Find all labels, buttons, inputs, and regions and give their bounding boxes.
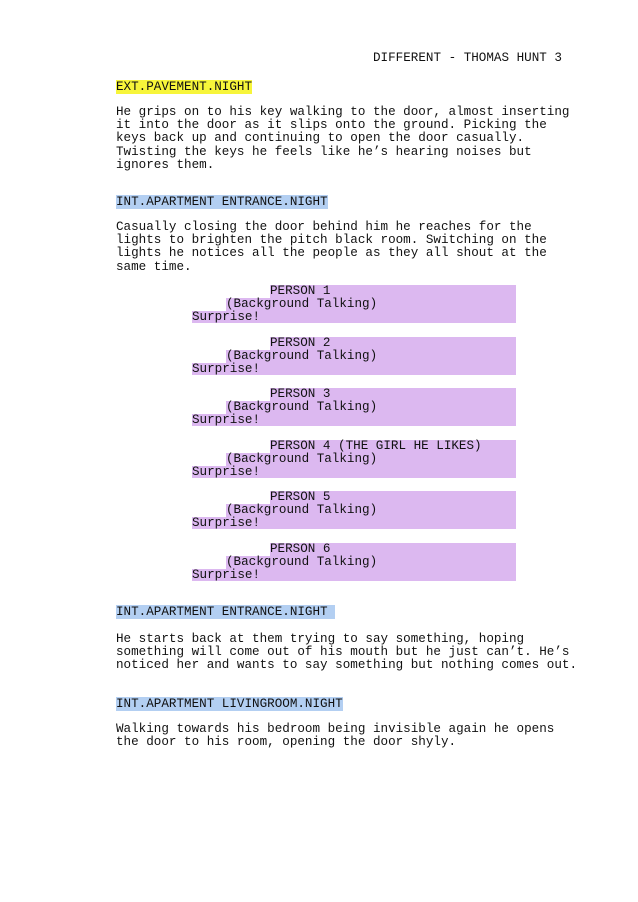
slugline: EXT.PAVEMENT.NIGHT <box>116 80 253 94</box>
action-line: keys back up and continuing to open the door casually. <box>116 131 525 146</box>
parenthetical: (Background Talking) <box>226 401 516 414</box>
character-name: PERSON 4 (THE GIRL HE LIKES) <box>270 440 516 453</box>
dialogue-block <box>116 440 516 478</box>
character-name: PERSON 5 <box>270 491 516 504</box>
parenthetical: (Background Talking) <box>226 504 516 517</box>
dialogue-block <box>116 337 516 375</box>
action-line: lights to brighten the pitch black room. Switching on the <box>116 233 547 248</box>
action-3 <box>116 633 596 673</box>
action-line: Twisting the keys he feels like he’s hearing noises but <box>116 144 532 159</box>
parenthetical: (Background Talking) <box>226 556 516 569</box>
action-line: noticed her and wants to say something but nothing comes out. <box>116 658 578 673</box>
page-header: DIFFERENT - THOMAS HUNT 3 <box>373 51 562 65</box>
action-line: lights he notices all the people as they all shout at the <box>116 246 547 261</box>
dialogue-block <box>116 285 516 323</box>
action-line: same time. <box>116 259 192 274</box>
dialogue-line: Surprise! <box>192 569 516 582</box>
slugline: INT.APARTMENT ENTRANCE.NIGHT <box>116 195 328 209</box>
slugline: INT.APARTMENT ENTRANCE.NIGHT <box>116 605 336 619</box>
action-line: Walking towards his bedroom being invisible again he opens <box>116 722 555 736</box>
action-line: ignores them. <box>116 157 215 172</box>
action-1 <box>116 106 586 172</box>
dialogue-line: Surprise! <box>192 311 516 324</box>
action-line: He grips on to his key walking to the door, almost inserting <box>116 105 570 119</box>
scene-heading-3 <box>116 605 586 619</box>
dialogue-line: Surprise! <box>192 414 516 427</box>
dialogue-line: Surprise! <box>192 517 516 530</box>
character-name: PERSON 1 <box>270 285 516 298</box>
dialogue-block <box>116 491 516 529</box>
character-name: PERSON 3 <box>270 388 516 401</box>
scene-heading-4 <box>116 697 586 711</box>
dialogue-block <box>116 388 516 426</box>
action-line: the door to his room, opening the door shyly. <box>116 735 457 750</box>
slugline: INT.APARTMENT LIVINGROOM.NIGHT <box>116 697 343 711</box>
action-line: He starts back at them trying to say something, hoping <box>116 632 525 646</box>
parenthetical: (Background Talking) <box>226 298 516 311</box>
dialogue-block <box>116 543 516 581</box>
parenthetical: (Background Talking) <box>226 350 516 363</box>
scene-heading-2 <box>116 195 586 209</box>
dialogue-line: Surprise! <box>192 363 516 376</box>
dialogue-line: Surprise! <box>192 466 516 479</box>
action-line: something will come out of his mouth but he just can’t. He’s <box>116 645 570 660</box>
parenthetical: (Background Talking) <box>226 453 516 466</box>
action-4 <box>116 723 586 749</box>
action-line: it into the door as it slips onto the ground. Picking the <box>116 118 547 133</box>
scene-heading-1 <box>116 80 586 94</box>
character-name: PERSON 6 <box>270 543 516 556</box>
action-line: Casually closing the door behind him he reaches for the <box>116 220 532 234</box>
action-2 <box>116 221 586 274</box>
character-name: PERSON 2 <box>270 337 516 350</box>
